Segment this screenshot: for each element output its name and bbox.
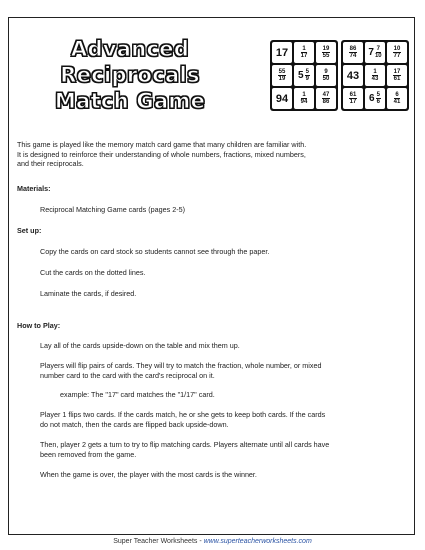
- card-whole-part: 5: [298, 70, 304, 81]
- title-line-1: Advanced: [70, 37, 190, 61]
- setup-step-3: Laminate the cards, if desired.: [40, 289, 137, 298]
- match-card: [343, 65, 363, 86]
- card-fraction: [301, 46, 308, 59]
- card-denominator: 55: [322, 53, 330, 59]
- card-sample-set-1: [270, 40, 338, 111]
- card-denominator: 17: [349, 99, 357, 105]
- card-denominator: 94: [300, 99, 308, 105]
- materials-heading: Materials:: [17, 184, 51, 193]
- card-numerator: 7: [376, 46, 380, 52]
- card-numerator: 19: [322, 46, 330, 52]
- card-fraction: [372, 69, 379, 82]
- match-card: [365, 42, 385, 63]
- match-card: [316, 88, 336, 109]
- match-card: [294, 42, 314, 63]
- card-denominator: 9: [305, 76, 309, 82]
- card-fraction: [394, 92, 401, 105]
- card-mixed-number: [369, 92, 381, 105]
- card-fraction: [278, 69, 287, 82]
- card-numerator: 10: [393, 46, 401, 52]
- card-fraction: [375, 46, 382, 59]
- card-fraction: [323, 69, 330, 82]
- match-card: [365, 88, 385, 109]
- footer-url-link[interactable]: www.superteacherworksheets.com: [203, 538, 312, 545]
- match-card: [316, 42, 336, 63]
- match-card: [272, 42, 292, 63]
- setup-step-1: Copy the cards on card stock so students cannot see through the paper.: [40, 247, 270, 256]
- match-card: [343, 42, 363, 63]
- card-denominator: 74: [349, 53, 357, 59]
- setup-heading: Set up:: [17, 226, 42, 235]
- card-numerator: 86: [349, 46, 357, 52]
- card-denominator: 19: [278, 76, 286, 82]
- intro-line-1: This game is played like the memory match card game that many children are familiar with.: [17, 140, 307, 149]
- card-mixed-number: [368, 46, 381, 59]
- how-to-play-heading: How to Play:: [17, 321, 61, 330]
- match-card: [387, 88, 407, 109]
- card-denominator: 17: [300, 53, 308, 59]
- materials-item: Reciprocal Matching Game cards (pages 2-5): [40, 205, 186, 214]
- title-line-2: Reciprocals: [60, 63, 200, 87]
- match-card: [272, 88, 292, 109]
- card-numerator: 55: [278, 69, 286, 75]
- match-card: [316, 65, 336, 86]
- how-to-play-p4-line-2: been removed from the game.: [40, 449, 137, 459]
- card-fraction: [349, 46, 358, 59]
- card-fraction: [322, 92, 331, 105]
- how-to-play-example: example: The "17" card matches the "1/17" card.: [60, 390, 215, 399]
- card-numerator: 6: [395, 92, 399, 98]
- card-fraction: [349, 92, 358, 105]
- card-fraction: [322, 46, 331, 59]
- page-title: [30, 36, 230, 114]
- card-whole-number: 43: [346, 69, 360, 82]
- card-fraction: [301, 92, 308, 105]
- title-line-3: Match Game: [54, 89, 206, 113]
- card-numerator: 1: [373, 69, 377, 75]
- footer-site-name: Super Teacher Worksheets -: [113, 538, 204, 545]
- how-to-play-p4-line-1: Then, player 2 gets a turn to try to flip matching cards. Players alternate until all cards have: [40, 440, 330, 449]
- match-card: [387, 42, 407, 63]
- card-numerator: 5: [376, 92, 380, 98]
- card-numerator: 1: [302, 46, 306, 52]
- how-to-play-p2-line-1: Players will flip pairs of cards. They will try to match the fraction, whole number, or mixed: [40, 361, 322, 370]
- card-denominator: 43: [371, 76, 379, 82]
- card-fraction: [305, 69, 310, 82]
- card-numerator: 17: [393, 69, 401, 75]
- card-denominator: 77: [393, 53, 401, 59]
- card-whole-part: 6: [369, 93, 375, 104]
- card-denominator: 50: [322, 76, 330, 82]
- match-card: [387, 65, 407, 86]
- how-to-play-p3-line-1: Player 1 flips two cards. If the cards match, he or she gets to keep both cards. If the cards: [40, 410, 326, 419]
- card-sample-set-2: [341, 40, 409, 111]
- footer: [0, 538, 425, 545]
- intro-line-2: It is designed to reinforce their understanding of whole numbers, fractions, mixed numbers,: [17, 149, 306, 159]
- how-to-play-p5: When the game is over, the player with the most cards is the winner.: [40, 470, 257, 479]
- how-to-play-p3-line-2: do not match, then the cards are flipped back upside-down.: [40, 419, 229, 429]
- match-card: [294, 65, 314, 86]
- how-to-play-p2-line-2: number card to the card with the card's reciprocal on it.: [40, 370, 215, 380]
- card-numerator: 5: [305, 69, 309, 75]
- intro-line-3: and their reciprocals.: [17, 159, 84, 168]
- card-whole-part: 7: [368, 47, 374, 58]
- card-numerator: 61: [349, 92, 357, 98]
- match-card: [272, 65, 292, 86]
- card-fraction: [393, 46, 402, 59]
- card-denominator: 10: [374, 53, 382, 59]
- card-numerator: 1: [302, 92, 306, 98]
- card-denominator: 61: [393, 76, 401, 82]
- card-whole-number: 17: [275, 46, 289, 59]
- card-numerator: 47: [322, 92, 330, 98]
- card-mixed-number: [298, 69, 310, 82]
- card-fraction: [376, 92, 381, 105]
- card-fraction: [393, 69, 402, 82]
- card-denominator: 6: [376, 99, 380, 105]
- match-card: [343, 88, 363, 109]
- how-to-play-p1: Lay all of the cards upside-down on the table and mix them up.: [40, 341, 240, 350]
- card-numerator: 9: [324, 69, 328, 75]
- match-card: [365, 65, 385, 86]
- setup-step-2: Cut the cards on the dotted lines.: [40, 268, 146, 277]
- card-denominator: 41: [393, 99, 401, 105]
- match-card: [294, 88, 314, 109]
- card-whole-number: 94: [275, 92, 289, 105]
- card-denominator: 86: [322, 99, 330, 105]
